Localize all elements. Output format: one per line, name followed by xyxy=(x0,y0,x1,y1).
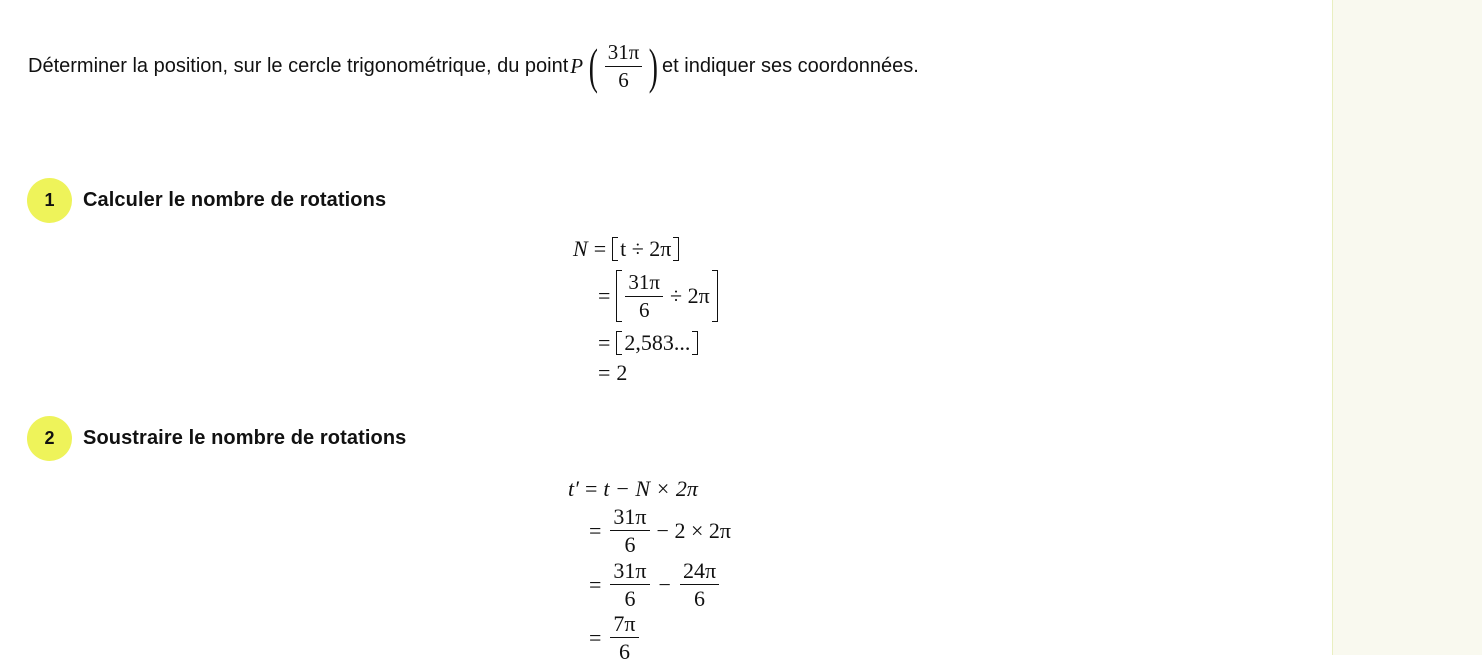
floor-brackets xyxy=(616,330,698,356)
result-value: 2 xyxy=(616,360,628,385)
floor-brackets xyxy=(616,270,717,322)
exercise-statement xyxy=(28,40,919,92)
fraction-denominator: 6 xyxy=(638,297,650,322)
fraction-denominator: 6 xyxy=(618,639,630,664)
step-2-title: Soustraire le nombre de rotations xyxy=(83,427,407,449)
expression-rest: − 2 × 2π xyxy=(656,517,731,543)
step-1-line-1: N = t ÷ 2π xyxy=(573,236,679,262)
variable-n: N xyxy=(573,236,588,261)
step-1-badge: 1 xyxy=(27,178,72,223)
left-paren: ( xyxy=(588,38,599,94)
fraction-2 xyxy=(680,559,719,610)
step-1-line-3: = 2,583... xyxy=(598,330,698,356)
fraction xyxy=(610,612,638,663)
variable-t-prime: t′ xyxy=(568,476,579,501)
fraction-numerator: 31π xyxy=(605,41,643,66)
fraction-numerator: 31π xyxy=(610,559,649,585)
point-angle-fraction xyxy=(605,41,643,90)
step-2-line-2: = $\frac{31\pi}{6}$ − 2 × 2π xyxy=(589,504,731,558)
fraction-numerator: 31π xyxy=(625,271,663,296)
fraction-1 xyxy=(610,559,649,610)
expression-rest: ÷ 2π xyxy=(670,283,710,308)
fraction-denominator: 6 xyxy=(624,586,636,612)
step-2-header xyxy=(27,416,406,461)
fraction-denominator: 6 xyxy=(624,532,636,558)
right-sidebar xyxy=(1332,0,1482,655)
fraction-numerator: 7π xyxy=(610,612,638,638)
step-2-line-1: t′ = t − N × 2π xyxy=(568,476,698,501)
floor-value: 2,583... xyxy=(624,330,691,355)
fraction-denominator: 6 xyxy=(618,67,629,92)
fraction-numerator: 31π xyxy=(610,505,649,531)
statement-text-after: et indiquer ses coordonnées. xyxy=(662,54,919,77)
step-2-badge: 2 xyxy=(27,416,72,461)
fraction-denominator: 6 xyxy=(694,586,705,612)
step-1-line-2: = $\frac{31\pi}{6}$ ÷ 2π xyxy=(598,270,718,322)
fraction xyxy=(625,271,663,320)
step-2-line-4: = $\frac{7\pi}{6}$ xyxy=(589,612,642,663)
minus-operator: − xyxy=(658,571,671,597)
floor-brackets xyxy=(612,236,679,262)
step-2-line-3: = $\frac{31\pi}{6}$ − $\frac{24\pi}{6}$ xyxy=(589,559,722,610)
step-1-header xyxy=(27,178,386,223)
fraction-numerator: 24π xyxy=(680,559,719,585)
floor-content: t ÷ 2π xyxy=(620,236,672,261)
point-label: P xyxy=(570,53,584,78)
fraction xyxy=(610,505,649,556)
statement-text-before: Déterminer la position, sur le cercle trigonométrique, du point xyxy=(28,54,569,77)
expression: t − N × 2π xyxy=(603,476,698,501)
right-paren: ) xyxy=(649,38,659,94)
step-1-line-4: = 2 xyxy=(598,360,628,385)
step-1-title: Calculer le nombre de rotations xyxy=(83,189,387,211)
